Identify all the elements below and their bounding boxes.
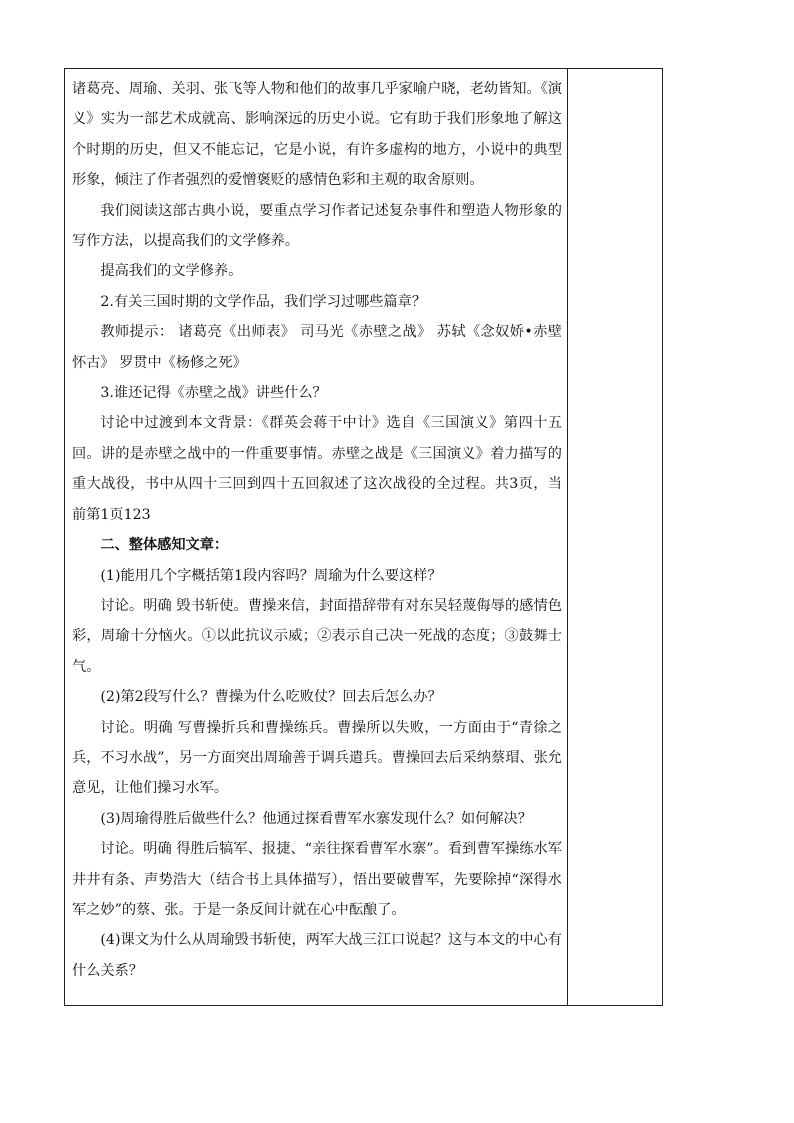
- sub-question-2: (2)第2段写什么？曹操为什么吃败仗？回去后怎么办？: [100, 689, 442, 706]
- column-divider: [567, 68, 568, 1006]
- paragraph-3: 提高我们的文学修养。: [100, 263, 243, 280]
- answer-1: 讨论。明确 毁书斩使。曹操来信，封面措辞带有对东吴轻蔑侮辱的感情色彩，周瑜十分恼火。①以此抗议示威；②表示自己决一死战的态度；③鼓舞士气。: [72, 597, 562, 675]
- content-cell: [72, 74, 562, 986]
- question-3: 3.谁还记得《赤壁之战》讲些什么？: [100, 385, 327, 402]
- question-2: 2.有关三国时期的文学作品，我们学习过哪些篇章？: [100, 293, 427, 310]
- teacher-hint: 教师提示： 诸葛亮《出师表》 司马光《赤壁之战》 苏轼《念奴娇•赤壁怀古》 罗贯中《杨修之死》: [72, 324, 562, 371]
- answer-3: 讨论。明确 得胜后犒军、报捷、“亲往探看曹军水寨”。看到曹军操练水军井井有条、声势浩大（结合书上具体描写），悟出要破曹军，先要除掉“深得水军之妙”的蔡、张。于是一条反间计就在心中酝酿了。: [72, 841, 562, 918]
- sub-question-1: (1)能用几个字概括第1段内容吗？周瑜为什么要这样？: [100, 567, 442, 584]
- section-heading: 二、整体感知文章：: [100, 537, 229, 554]
- sub-question-4: (4)课文为什么从周瑜毁书斩使，两军大战三江口说起？这与本文的中心有什么关系？: [72, 932, 562, 979]
- paragraph-2: 我们阅读这部古典小说，要重点学习作者记述复杂事件和塑造人物形象的写作方法，以提高我们的文学修养。: [72, 202, 562, 250]
- paragraph-1: 诸葛亮、周瑜、关羽、张飞等人物和他们的故事几乎家喻户晓，老幼皆知。《演义》实为一部艺术成就高、影响深远的历史小说。它有助于我们形象地了解这个时期的历史，但又不能忘记，它是小说，有许多虚构的地方，小说中的典型形象，倾注了作者强烈的爱憎褒贬的感情色彩和主观的取舍原则。: [72, 81, 562, 189]
- background-discussion: 讨论中过渡到本文背景：《群英会蒋干中计》选自《三国演义》第四十五回。讲的是赤壁之战中的一件重要事情。赤壁之战是《三国演义》着力描写的重大战役，书中从四十三回到四十五回叙述了这次战役的全过程。共3页，当前第1页123: [72, 415, 562, 523]
- answer-2: 讨论。明确 写曹操折兵和曹操练兵。曹操所以失败，一方面由于“青徐之兵，不习水战”，另一方面突出周瑜善于调兵遣兵。曹操回去后采纳蔡瑁、张允意见，让他们操习水军。: [72, 719, 562, 797]
- sub-question-3: (3)周瑜得胜后做些什么？他通过探看曹军水寨发现什么？如何解决？: [100, 810, 532, 827]
